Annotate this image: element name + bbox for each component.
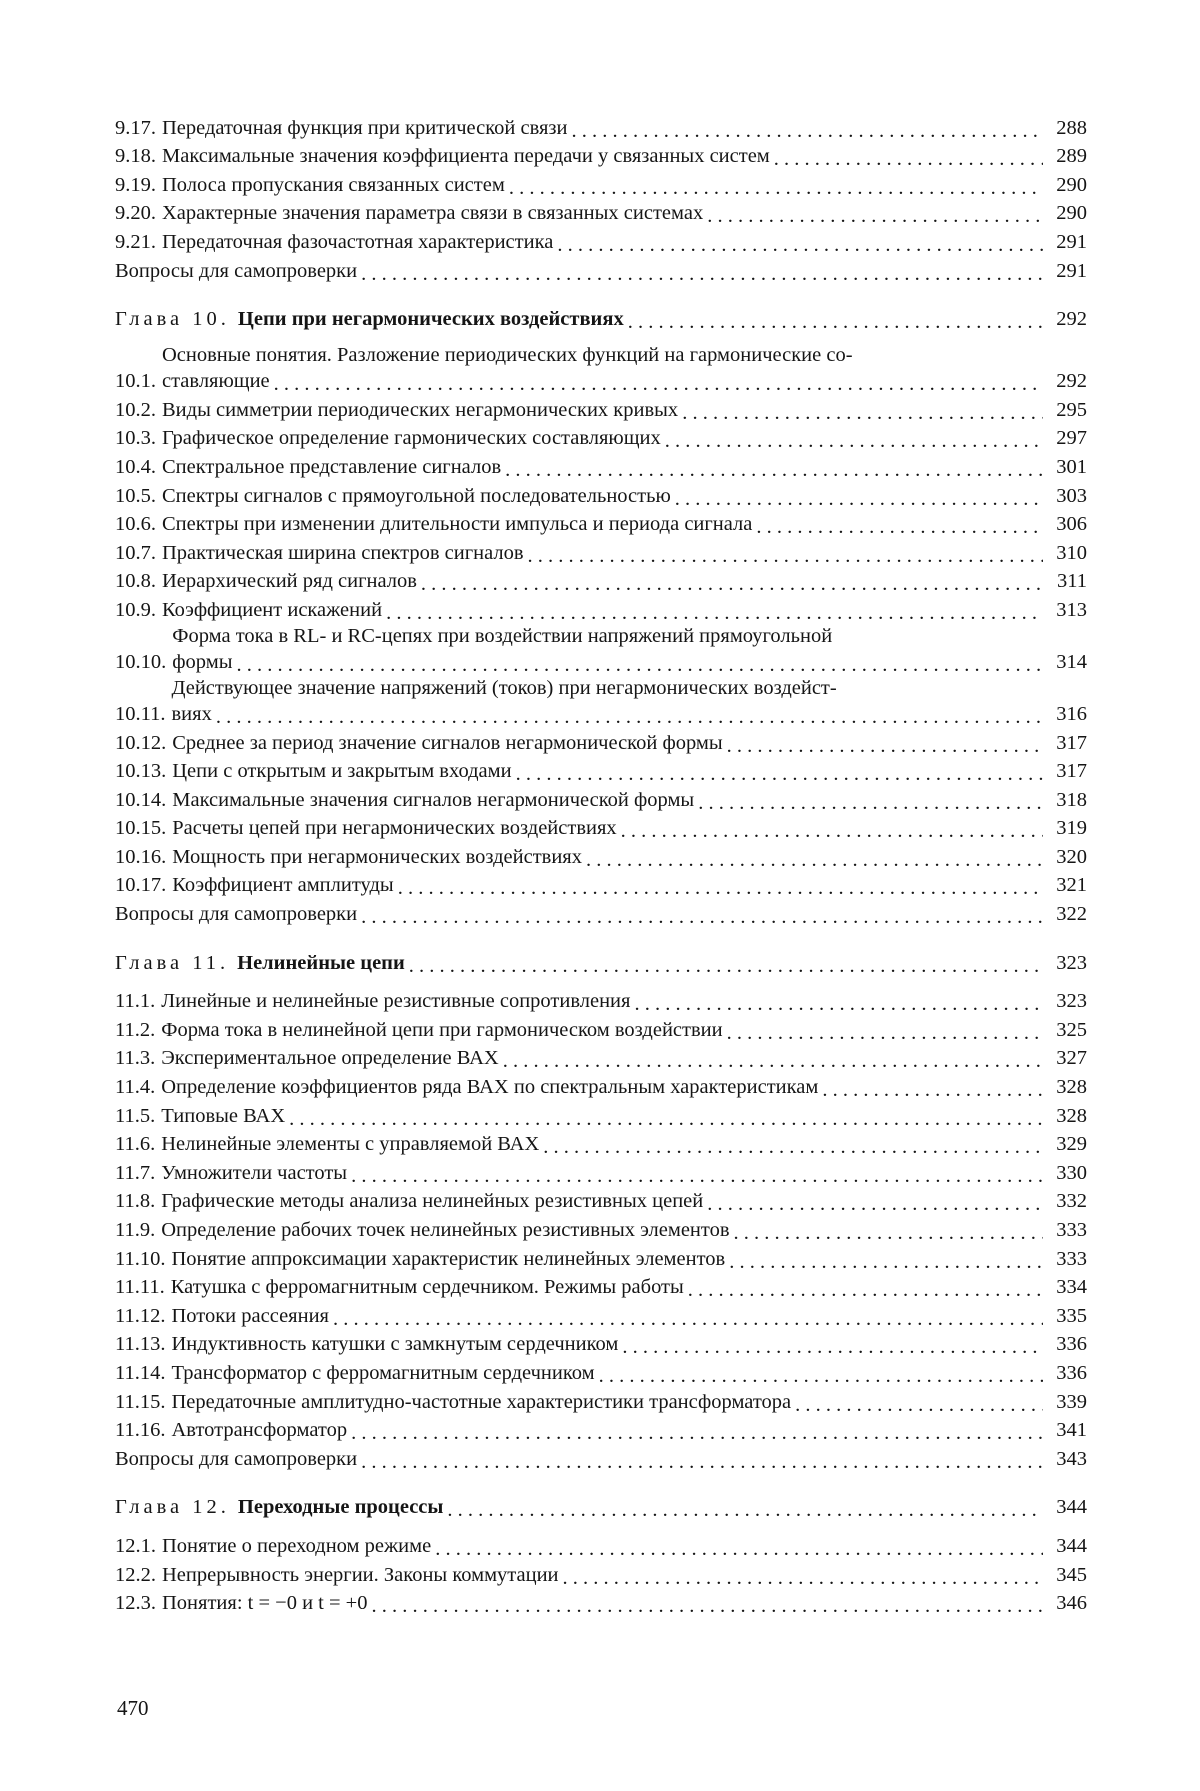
dot-leader: [361, 264, 1043, 284]
section-number: 11.5.: [115, 1104, 156, 1127]
dot-leader: [289, 1109, 1043, 1129]
section-number: 10.1.: [115, 370, 156, 393]
page-ref: 291: [1056, 230, 1087, 253]
page-ref: 344: [1056, 1496, 1087, 1519]
entry-body: [162, 115, 1047, 141]
section-number: 10.7.: [115, 541, 156, 564]
toc-entry: [115, 1329, 1087, 1358]
page-ref: 345: [1056, 1563, 1087, 1586]
chapter-title: Нелинейные цепи: [237, 951, 405, 974]
section-title: Вопросы для самопроверки: [115, 259, 358, 282]
entry-body: [172, 1331, 1048, 1357]
section-number: 11.4.: [115, 1076, 156, 1099]
entry-body: [162, 1562, 1047, 1588]
page-ref: 336: [1056, 1361, 1087, 1384]
section-title: Типовые ВАХ: [161, 1104, 286, 1127]
entry-body: [172, 787, 1047, 813]
section-number: 11.6.: [115, 1133, 156, 1156]
toc-chapter-heading: [115, 947, 1087, 976]
section-number: 9.21.: [115, 230, 156, 253]
section-title: Трансформатор с ферромагнитным сердечником: [171, 1361, 595, 1384]
section-number: 10.6.: [115, 513, 156, 536]
section-title: Среднее за период значение сигналов негармонической формы: [172, 731, 723, 754]
section-number: 10.16.: [115, 845, 167, 868]
page-ref: 328: [1056, 1076, 1087, 1099]
section-title: Форма тока в нелинейной цепи при гармоническом воздействии: [161, 1018, 723, 1041]
dot-leader: [409, 956, 1043, 976]
toc-entry: [115, 986, 1087, 1015]
toc-entry: [115, 813, 1087, 842]
section-number: 9.17.: [115, 116, 156, 139]
section-number: 10.14.: [115, 788, 167, 811]
entry-body: [172, 675, 1088, 727]
chapter-label: Глава 11.: [115, 951, 230, 974]
page-ref: 318: [1056, 788, 1087, 811]
dot-leader: [688, 1280, 1043, 1300]
page-ref: 311: [1057, 570, 1087, 593]
section-title: Расчеты цепей при негармонических воздействиях: [172, 817, 617, 840]
section-title: Характерные значения параметра связи в связанных системах: [162, 202, 704, 225]
page-ref: 336: [1056, 1333, 1087, 1356]
section-title: Полоса пропускания связанных систем: [162, 173, 505, 196]
toc-entry: [115, 141, 1087, 170]
toc-entry: [115, 1588, 1087, 1617]
page-ref: 317: [1056, 760, 1087, 783]
entry-body: [162, 229, 1047, 255]
dot-leader: [361, 1452, 1043, 1472]
page-ref: 328: [1056, 1104, 1087, 1127]
section-title: Мощность при негармонических воздействиях: [172, 845, 582, 868]
dot-leader: [586, 850, 1043, 870]
entry-body: [161, 1217, 1047, 1243]
section-title: Иерархический ряд сигналов: [162, 570, 417, 593]
section-title: Индуктивность катушки с замкнутым сердечником: [171, 1333, 619, 1356]
entry-body: [162, 397, 1047, 423]
page-ref: 301: [1056, 455, 1087, 478]
section-title: Вопросы для самопроверки: [115, 903, 358, 926]
entry-body: [161, 1017, 1047, 1043]
dot-leader: [236, 655, 1043, 675]
entry-body: [172, 758, 1047, 784]
entry-body: [172, 872, 1047, 898]
dot-leader: [727, 736, 1043, 756]
section-title: Спектральное представление сигналов: [162, 455, 502, 478]
section-number: 10.11.: [115, 702, 166, 725]
dot-leader: [386, 603, 1043, 623]
dot-leader: [421, 574, 1043, 594]
section-title-continuation: [172, 701, 1088, 727]
dot-leader: [528, 546, 1043, 566]
chapter-label: Глава 10.: [115, 308, 230, 331]
section-number: 9.20.: [115, 202, 156, 225]
section-title-continuation: [162, 368, 1087, 394]
section-number: 11.14.: [115, 1361, 166, 1384]
section-number: 10.13.: [115, 760, 167, 783]
dot-leader: [756, 517, 1043, 537]
page-ref: 330: [1056, 1161, 1087, 1184]
section-number: 11.11.: [115, 1276, 165, 1299]
section-number: 11.10.: [115, 1247, 166, 1270]
section-number: 10.8.: [115, 570, 156, 593]
page-ref: 341: [1056, 1419, 1087, 1442]
toc-entry: [115, 1100, 1087, 1129]
entry-body: [161, 1045, 1047, 1071]
section-number: 12.3.: [115, 1592, 156, 1615]
page-number: 470: [117, 1696, 149, 1720]
dot-leader: [216, 707, 1043, 727]
dot-leader: [516, 764, 1043, 784]
toc-entry: [115, 870, 1087, 899]
toc-entry: [115, 1043, 1087, 1072]
dot-leader: [822, 1080, 1043, 1100]
page-ref: 290: [1056, 173, 1087, 196]
dot-leader: [398, 878, 1043, 898]
section-title: Действующее значение напряжений (токов) при негармонических воздейст-: [171, 676, 837, 699]
page-ref: 335: [1056, 1304, 1087, 1327]
section-title: Цепи с открытым и закрытым входами: [172, 760, 512, 783]
section-title: Передаточная фазочастотная характеристика: [162, 230, 554, 253]
section-title: Графическое определение гармонических составляющих: [162, 427, 661, 450]
dot-leader: [557, 235, 1043, 255]
entry-body: [172, 1360, 1048, 1386]
dot-leader: [734, 1223, 1043, 1243]
section-title: Виды симметрии периодических негармонических кривых: [162, 398, 679, 421]
toc-entry: [115, 1243, 1087, 1272]
section-title-line2: ставляющие: [162, 370, 270, 393]
toc-entry: [115, 784, 1087, 813]
section-title: Линейные и нелинейные резистивные сопротивления: [161, 990, 631, 1013]
toc-entry: [115, 342, 1087, 394]
section-number: 11.15.: [115, 1390, 166, 1413]
toc-chapter-heading: [115, 304, 1087, 333]
section-title: Форма тока в RL- и RC-цепях при воздействии напряжений прямоугольной: [172, 624, 833, 647]
section-title-line2: формы: [172, 650, 233, 673]
page-ref: 289: [1056, 145, 1087, 168]
page-ref: 333: [1056, 1247, 1087, 1270]
entry-body: [162, 568, 1047, 594]
toc-entry: [115, 198, 1087, 227]
dot-leader: [599, 1366, 1043, 1386]
page-ref: 339: [1056, 1390, 1087, 1413]
dot-leader: [727, 1023, 1043, 1043]
page-ref: 321: [1056, 874, 1087, 897]
section-number: 10.4.: [115, 455, 156, 478]
dot-leader: [351, 1423, 1043, 1443]
toc-entry: [115, 1559, 1087, 1588]
toc-entry: [115, 112, 1087, 141]
page-ref: 292: [1056, 370, 1087, 393]
dot-leader: [628, 312, 1043, 332]
entry-body: [162, 1590, 1047, 1616]
toc-entry: [115, 1530, 1087, 1559]
dot-leader: [503, 1051, 1043, 1071]
toc-entry: [115, 1129, 1087, 1158]
toc-entry: [115, 451, 1087, 480]
dot-leader: [361, 907, 1043, 927]
toc-entry: [115, 675, 1087, 727]
toc-entry: [115, 169, 1087, 198]
section-number: 11.13.: [115, 1333, 166, 1356]
toc-review-questions: [115, 898, 1087, 927]
page-ref: 314: [1056, 650, 1087, 673]
entry-body: [162, 172, 1047, 198]
section-number: 11.1.: [115, 990, 156, 1013]
toc-entry: [115, 841, 1087, 870]
dot-leader: [572, 121, 1044, 141]
entry-body: [162, 1533, 1047, 1559]
toc-entry: [115, 423, 1087, 452]
toc-entry: [115, 1300, 1087, 1329]
page-ref: 297: [1056, 427, 1087, 450]
dot-leader: [682, 403, 1043, 423]
toc-entry: [115, 1014, 1087, 1043]
dot-leader: [351, 1166, 1043, 1186]
page-ref: 313: [1056, 598, 1087, 621]
section-title: Графические методы анализа нелинейных резистивных цепей: [161, 1190, 704, 1213]
toc-entry: [115, 394, 1087, 423]
section-number: 11.12.: [115, 1304, 166, 1327]
page-ref: 303: [1056, 484, 1087, 507]
page-ref: 327: [1056, 1047, 1087, 1070]
section-title: Автотрансформатор: [171, 1419, 348, 1442]
section-number: 9.18.: [115, 145, 156, 168]
dot-leader: [622, 1337, 1043, 1357]
toc-entry: [115, 1357, 1087, 1386]
toc-entry: [115, 594, 1087, 623]
page-ref: 295: [1056, 398, 1087, 421]
section-title: Спектры сигналов с прямоугольной последовательностью: [162, 484, 671, 507]
dot-leader: [795, 1395, 1043, 1415]
toc-entry: [115, 509, 1087, 538]
page-ref: 288: [1056, 116, 1087, 139]
entry-body: [162, 483, 1047, 509]
chapter-title: Цепи при негармонических воздействиях: [237, 308, 624, 331]
page-ref: 316: [1056, 702, 1087, 725]
section-number: 10.9.: [115, 598, 156, 621]
section-number: 12.1.: [115, 1534, 156, 1557]
page-ref: 332: [1056, 1190, 1087, 1213]
entry-body: [161, 1131, 1047, 1157]
page-ref: 319: [1056, 817, 1087, 840]
toc-entry: [115, 1415, 1087, 1444]
page-ref: 290: [1056, 202, 1087, 225]
toc-entry: [115, 1272, 1087, 1301]
entry-body: [162, 540, 1047, 566]
section-number: 10.17.: [115, 874, 167, 897]
toc-entry: [115, 1071, 1087, 1100]
toc-entry: [115, 1157, 1087, 1186]
section-number: 10.2.: [115, 398, 156, 421]
section-number: 11.9.: [115, 1219, 156, 1241]
entry-body: [172, 1389, 1048, 1415]
entry-body: [162, 597, 1047, 623]
page-ref: 322: [1056, 903, 1087, 926]
section-title: Нелинейные элементы с управляемой ВАХ: [161, 1133, 540, 1156]
chapter-label: Глава 12.: [115, 1496, 230, 1519]
section-number: 9.19.: [115, 173, 156, 196]
entry-body: [115, 1446, 1047, 1472]
section-title: Спектры при изменении длительности импульса и периода сигнала: [162, 513, 753, 536]
toc-entry: [115, 756, 1087, 785]
section-number: 10.12.: [115, 731, 167, 754]
page-ref: 317: [1056, 731, 1087, 754]
entry-body: [162, 511, 1047, 537]
section-title: Катушка с ферромагнитным сердечником. Режимы работы: [170, 1276, 684, 1299]
dot-leader: [675, 489, 1043, 509]
entry-body: [161, 1188, 1047, 1214]
dot-leader: [505, 460, 1043, 480]
dot-leader: [729, 1252, 1043, 1272]
toc-entry: [115, 480, 1087, 509]
page-ref: 325: [1056, 1018, 1087, 1041]
page-ref: 310: [1056, 541, 1087, 564]
section-title-continuation: [172, 649, 1087, 675]
toc-entry: [115, 623, 1087, 675]
page-ref: 343: [1056, 1447, 1087, 1470]
section-number: 11.3.: [115, 1047, 156, 1070]
toc-entry: [115, 727, 1087, 756]
entry-body: [161, 988, 1047, 1014]
section-title: Вопросы для самопроверки: [115, 1447, 358, 1470]
dot-leader: [698, 793, 1043, 813]
page-ref: 346: [1056, 1592, 1087, 1615]
dot-leader: [774, 149, 1043, 169]
toc-entry: [115, 1214, 1087, 1243]
section-title: Определение рабочих точек нелинейных резистивных элементов: [161, 1219, 730, 1241]
entry-body: [172, 1303, 1048, 1329]
entry-body: [162, 342, 1087, 394]
section-number: 11.7.: [115, 1161, 156, 1184]
page-ref: 329: [1056, 1133, 1087, 1156]
entry-body: [238, 1494, 1047, 1520]
toc-chapter-heading: [115, 1492, 1087, 1521]
section-title: Коэффициент искажений: [162, 598, 383, 621]
toc-entry: [115, 537, 1087, 566]
section-number: 10.3.: [115, 427, 156, 450]
dot-leader: [543, 1137, 1043, 1157]
dot-leader: [435, 1539, 1043, 1559]
page-ref: 291: [1056, 259, 1087, 282]
entry-body: [172, 815, 1047, 841]
entry-body: [115, 901, 1047, 927]
dot-leader: [447, 1500, 1043, 1520]
section-number: 10.15.: [115, 817, 167, 840]
dot-leader: [707, 206, 1043, 226]
entry-body: [238, 306, 1047, 332]
dot-leader: [621, 821, 1043, 841]
toc-entry: [115, 226, 1087, 255]
entry-body: [162, 200, 1047, 226]
section-title: Понятие аппроксимации характеристик нелинейных элементов: [171, 1247, 726, 1270]
toc-review-questions: [115, 1443, 1087, 1472]
section-title-line2: виях: [171, 702, 212, 725]
entry-body: [172, 623, 1087, 675]
entry-body: [162, 143, 1047, 169]
section-number: 10.10.: [115, 650, 167, 673]
section-title: Практическая ширина спектров сигналов: [162, 541, 524, 564]
entry-body: [171, 1274, 1047, 1300]
page-ref: 334: [1056, 1276, 1087, 1299]
entry-body: [172, 844, 1047, 870]
dot-leader: [372, 1596, 1044, 1616]
page-ref: 306: [1056, 513, 1087, 536]
entry-body: [172, 730, 1047, 756]
dot-leader: [563, 1568, 1043, 1588]
chapter-title: Переходные процессы: [237, 1496, 444, 1519]
section-title: Умножители частоты: [161, 1161, 348, 1184]
section-title: Максимальные значения коэффициента передачи у связанных систем: [162, 145, 770, 168]
section-title: Основные понятия. Разложение периодических функций на гармонические со-: [162, 344, 853, 367]
dot-leader: [274, 374, 1043, 394]
page-ref: 292: [1056, 308, 1087, 331]
entry-body: [161, 1103, 1047, 1129]
entry-body: [115, 258, 1047, 284]
section-title: Непрерывность энергии. Законы коммутации: [162, 1563, 559, 1586]
entry-body: [161, 1160, 1047, 1186]
page-ref: 323: [1056, 990, 1087, 1013]
entry-body: [172, 1246, 1048, 1272]
toc-entry: [115, 566, 1087, 595]
section-title: Экспериментальное определение ВАХ: [161, 1047, 499, 1070]
page-ref: 333: [1056, 1219, 1087, 1241]
toc-entry: [115, 1186, 1087, 1215]
entry-body: [161, 1074, 1047, 1100]
section-number: 10.5.: [115, 484, 156, 507]
page-ref: 323: [1056, 951, 1087, 974]
section-title: Передаточная функция при критической связи: [162, 116, 568, 139]
section-number: 12.2.: [115, 1563, 156, 1586]
dot-leader: [707, 1194, 1043, 1214]
section-title: Коэффициент амплитуды: [172, 874, 394, 897]
entry-body: [172, 1417, 1048, 1443]
dot-leader: [333, 1309, 1043, 1329]
section-title: Понятия: t = −0 и t = +0: [162, 1592, 368, 1615]
section-title: Передаточные амплитудно-частотные характеристики трансформатора: [171, 1390, 792, 1413]
entry-body: [162, 425, 1047, 451]
section-title: Определение коэффициентов ряда ВАХ по спектральным характеристикам: [161, 1076, 819, 1099]
entry-body: [237, 950, 1047, 976]
page-ref: 320: [1056, 845, 1087, 868]
section-number: 11.16.: [115, 1419, 166, 1442]
dot-leader: [634, 994, 1043, 1014]
section-number: 11.8.: [115, 1190, 156, 1213]
section-number: 11.2.: [115, 1018, 156, 1041]
dot-leader: [509, 178, 1043, 198]
section-title: Потоки рассеяния: [171, 1304, 329, 1327]
table-of-contents: [115, 112, 1087, 1616]
page-ref: 344: [1056, 1534, 1087, 1557]
toc-review-questions: [115, 255, 1087, 284]
section-title: Понятие о переходном режиме: [162, 1534, 432, 1557]
entry-body: [162, 454, 1047, 480]
toc-entry: [115, 1386, 1087, 1415]
dot-leader: [665, 431, 1043, 451]
section-title: Максимальные значения сигналов негармонической формы: [172, 788, 695, 811]
